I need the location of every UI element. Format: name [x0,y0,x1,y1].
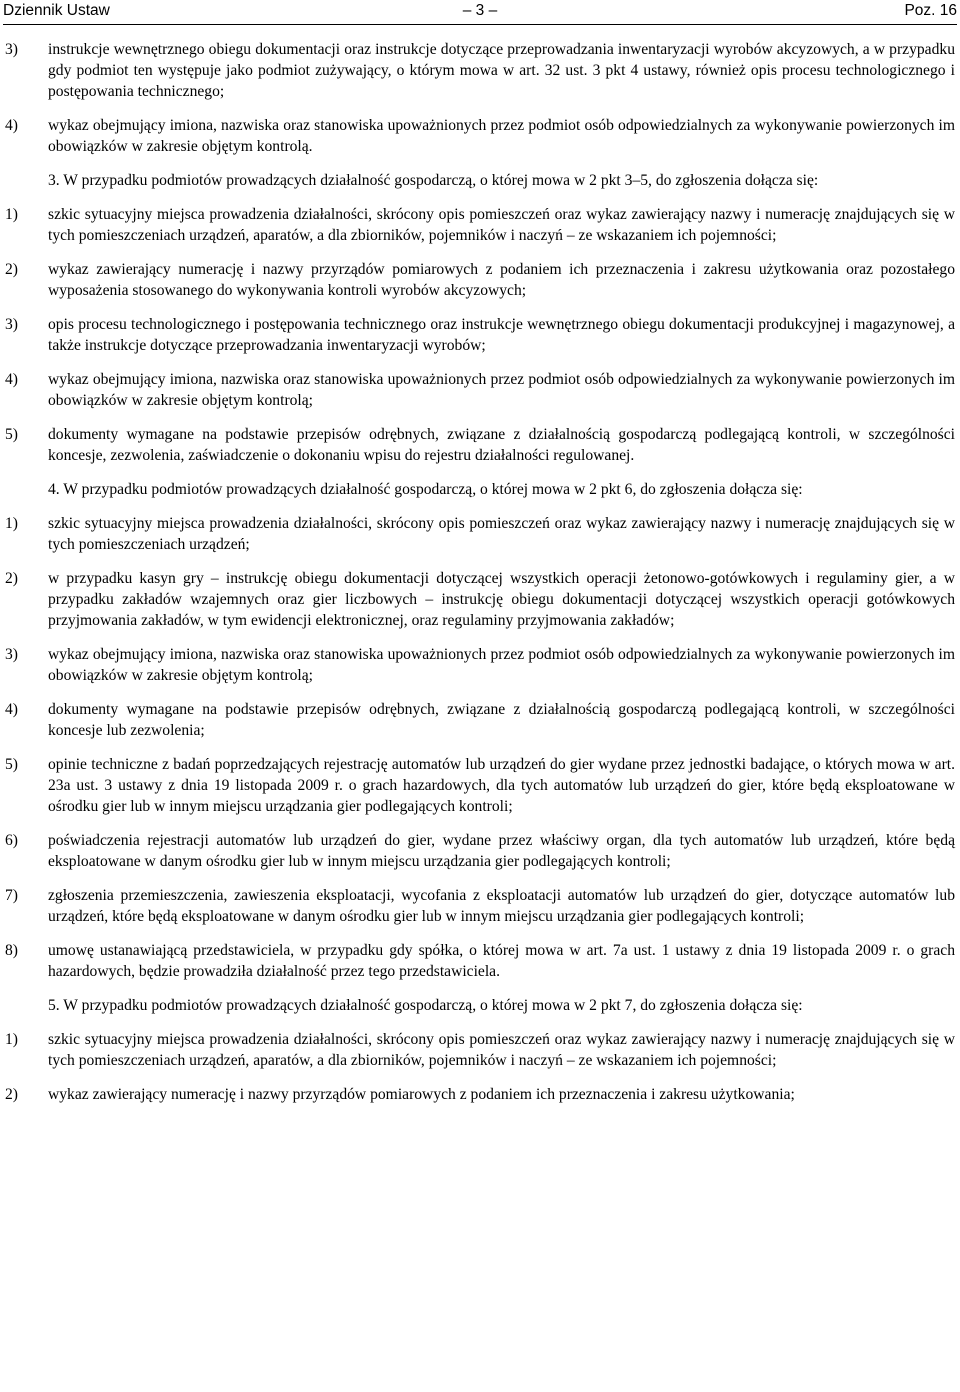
item-number: 3) [5,646,18,663]
item-number: 2) [5,261,18,278]
item-text: umowę ustanawiającą przedstawiciela, w przypadku gdy spółka, o której mowa w art. 7a ust. 1 ustawy z dnia 19 listopada 2009 r. o grach hazardowych, będzie prowadziła działalność przez tego przedstawiciela. [48,942,955,980]
item-text: zgłoszenia przemieszczenia, zawieszenia eksploatacji, wycofania z eksploatacji automatów lub urządzeń do gier, dotyczące automatów lub urządzeń, które będą eksploatowane w danym ośrodku gier lub w innym miejscu urządzania gier podlegających kontroli; [48,887,955,925]
list-item [5,513,955,555]
document-body [5,39,955,1118]
list-item [5,699,955,741]
section-paragraph: 5. W przypadku podmiotów prowadzących działalność gospodarczą, o której mowa w 2 pkt 7, do zgłoszenia dołącza się: [48,997,803,1014]
item-number: 1) [5,206,18,223]
list-item [5,204,955,246]
list-item [5,39,955,102]
item-text: w przypadku kasyn gry – instrukcję obiegu dokumentacji dotyczącej wszystkich operacji żetonowo-gotówkowych i regulaminy gier, a w przypadku zakładów wzajemnych oraz gier liczbowych – instrukcję obiegu dokumentacji dotyczącej wszystkich operacji gotówkowych przyjmowania zakładów, w tym ewidencji elektronicznej, oraz regulaminy przyjmowania zakładów; [48,570,955,629]
item-number: 1) [5,515,18,532]
list-item [5,644,955,686]
page-number: – 3 – [462,2,498,19]
journal-title: Dziennik Ustaw [3,2,110,19]
item-number: 2) [5,1086,18,1103]
item-number: 5) [5,756,18,773]
item-number: 2) [5,570,18,587]
item-number: 3) [5,41,18,58]
item-text: dokumenty wymagane na podstawie przepisów odrębnych, związane z działalnością gospodarczą podlegającą kontroli, w szczególności koncesje, zezwolenia, zaświadczenie o dokonaniu wpisu do rejestru działalności regulowanej. [48,426,955,464]
page-header [3,0,957,25]
list-item [5,830,955,872]
item-text: szkic sytuacyjny miejsca prowadzenia działalności, skrócony opis pomieszczeń oraz wykaz zawierający nazwy i numerację znajdujących się w tych pomieszczeniach urządzeń, aparatów, a dla zbiorników, pojemników i naczyń – ze wskazaniem ich pojemności; [48,206,955,244]
section-paragraph: 3. W przypadku podmiotów prowadzących działalność gospodarczą, o której mowa w 2 pkt 3–5, do zgłoszenia dołącza się: [48,172,819,189]
list-item [5,424,955,466]
section-paragraph: 4. W przypadku podmiotów prowadzących działalność gospodarczą, o której mowa w 2 pkt 6, do zgłoszenia dołącza się: [48,481,803,498]
list-item [5,314,955,356]
position-number: Poz. 16 [904,2,957,19]
list-item [5,369,955,411]
item-number: 4) [5,117,18,134]
item-text: opis procesu technologicznego i postępowania technicznego oraz instrukcje wewnętrznego obiegu dokumentacji produkcyjnej i magazynowej, a także instrukcje dotyczące przeprowadzania inwentaryzacji wyrobów; [48,316,955,354]
list-item [5,885,955,927]
item-number: 7) [5,887,18,904]
item-text: opinie techniczne z badań poprzedzających rejestrację automatów lub urządzeń do gier wydane przez jednostki badające, o których mowa w art. 23a ust. 3 ustawy z dnia 19 listopada 2009 r. o grach hazardowych, dla tych automatów lub urządzeń do gier, które będą eksploatowane w ośrodku gier lub w innym miejscu urządzania gier podlegających kontroli; [48,756,955,815]
list-item [5,754,955,817]
item-number: 8) [5,942,18,959]
item-number: 6) [5,832,18,849]
list-item [5,1084,955,1105]
item-text: wykaz obejmujący imiona, nazwiska oraz stanowiska upoważnionych przez podmiot osób odpowiedzialnych za wykonywanie powierzonych im obowiązków w zakresie objętym kontrolą; [48,646,955,684]
item-text: poświadczenia rejestracji automatów lub urządzeń do gier, wydane przez właściwy organ, dla tych automatów lub urządzeń, które będą eksploatowane w danym ośrodku gier lub w innym miejscu urządzania gier podlegających kontroli; [48,832,955,870]
item-text: szkic sytuacyjny miejsca prowadzenia działalności, skrócony opis pomieszczeń oraz wykaz zawierający nazwy i numerację znajdujących się w tych pomieszczeniach urządzeń; [48,515,955,553]
item-number: 5) [5,426,18,443]
list-item [5,115,955,157]
item-text: wykaz zawierający numerację i nazwy przyrządów pomiarowych z podaniem ich przeznaczenia i zakresu użytkowania oraz pozostałego wyposażenia stosowanego do wykonywania kontroli wyrobów akcyzowych; [48,261,955,299]
item-text: dokumenty wymagane na podstawie przepisów odrębnych, związane z działalnością gospodarczą podlegającą kontroli, w szczególności koncesje lub zezwolenia; [48,701,955,739]
list-item [5,259,955,301]
item-number: 4) [5,371,18,388]
item-text: wykaz obejmujący imiona, nazwiska oraz stanowiska upoważnionych przez podmiot osób odpowiedzialnych za wykonywanie powierzonych im obowiązków w zakresie objętym kontrolą. [48,117,955,155]
list-item [5,568,955,631]
list-item [5,940,955,982]
item-number: 3) [5,316,18,333]
item-text: szkic sytuacyjny miejsca prowadzenia działalności, skrócony opis pomieszczeń oraz wykaz zawierający nazwy i numerację znajdujących się w tych pomieszczeniach urządzeń, aparatów, a dla zbiorników, pojemników i naczyń – ze wskazaniem ich pojemności; [48,1031,955,1069]
item-text: wykaz obejmujący imiona, nazwiska oraz stanowiska upoważnionych przez podmiot osób odpowiedzialnych za wykonywanie powierzonych im obowiązków w zakresie objętym kontrolą; [48,371,955,409]
item-text: instrukcje wewnętrznego obiegu dokumentacji oraz instrukcje dotyczące przeprowadzania inwentaryzacji wyrobów akcyzowych, a w przypadku gdy podmiot ten występuje jako podmiot zużywający, o którym mowa w art. 32 ust. 3 pkt 4 ustawy, również opis procesu technologicznego i postępowania technicznego; [48,41,955,100]
item-number: 1) [5,1031,18,1048]
item-text: wykaz zawierający numerację i nazwy przyrządów pomiarowych z podaniem ich przeznaczenia i zakresu użytkowania; [48,1086,795,1103]
list-item [5,1029,955,1071]
item-number: 4) [5,701,18,718]
